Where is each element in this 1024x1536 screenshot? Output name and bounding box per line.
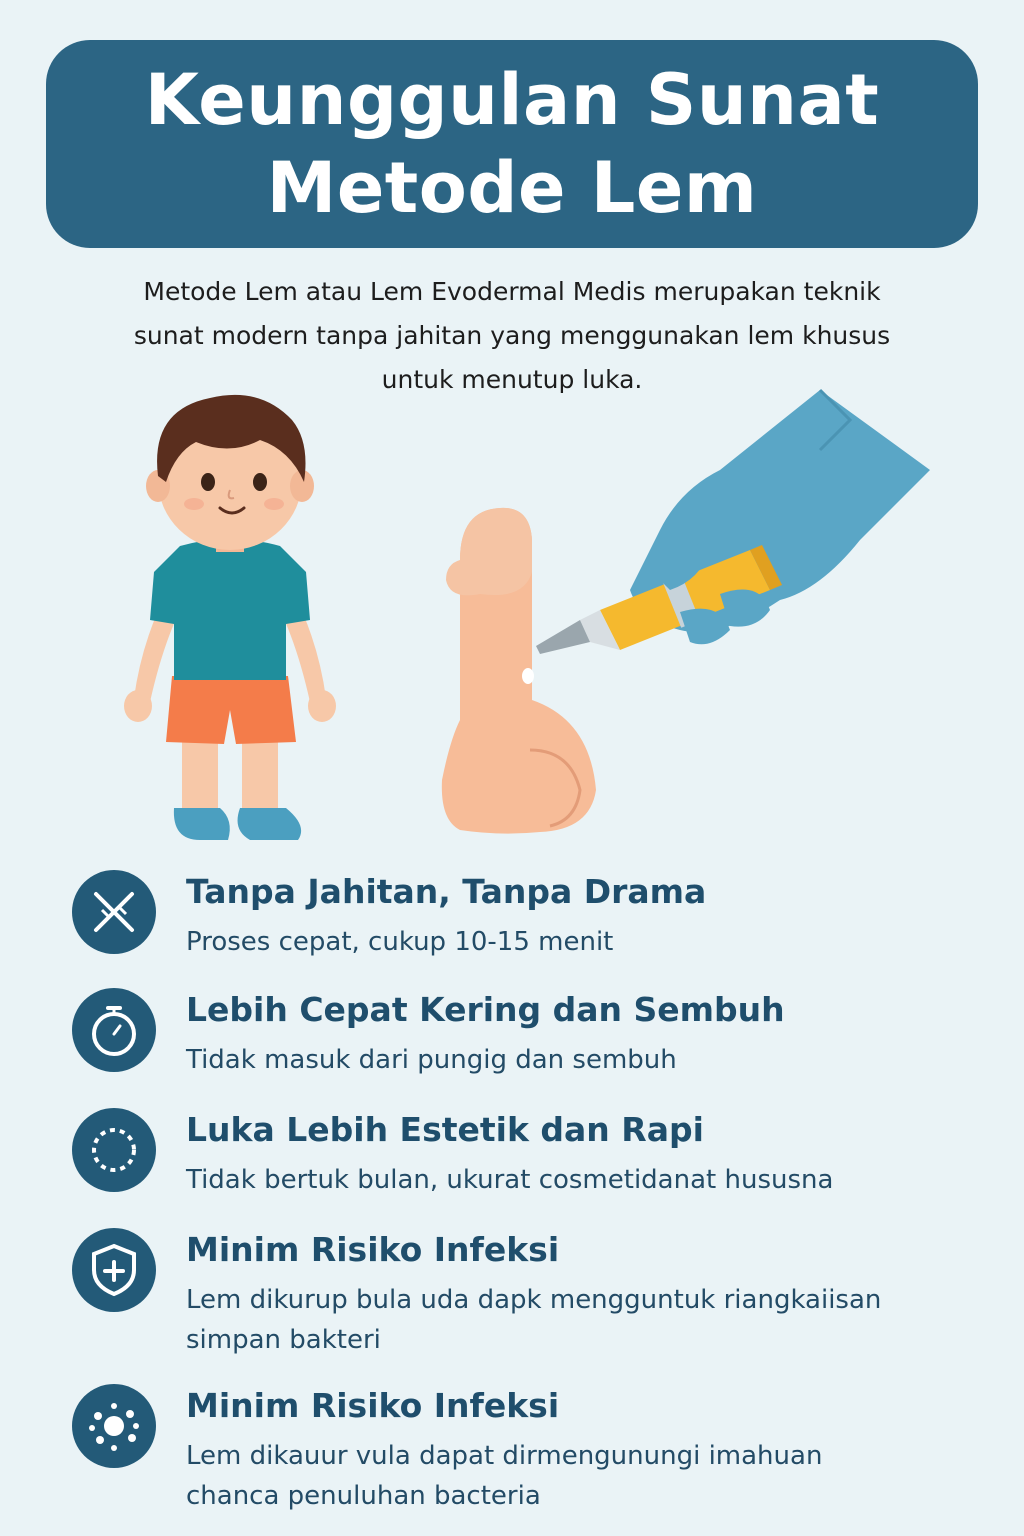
benefit-description — [186, 1040, 976, 1080]
title-banner — [46, 40, 978, 248]
illustration-area — [0, 380, 1024, 850]
benefit-description-line: Tidak bertuk bulan, ukurat cosmetidanat hususna — [186, 1165, 834, 1195]
benefit-description-line: Lem dikauur vula dapat dirmengunungi imahuan — [186, 1441, 823, 1471]
benefit-title: Minim Risiko Infeksi — [186, 1386, 560, 1425]
benefit-title: Luka Lebih Estetik dan Rapi — [186, 1110, 704, 1149]
benefit-title: Tanpa Jahitan, Tanpa Drama — [186, 872, 707, 911]
glove-glue-illustration — [520, 380, 940, 680]
benefit-description-line: Tidak masuk dari pungig dan sembuh — [186, 1045, 677, 1075]
benefit-description — [186, 922, 976, 962]
benefit-description — [186, 1280, 976, 1360]
intro-line-3: untuk menutup luka. — [381, 365, 643, 394]
boy-illustration — [110, 380, 350, 850]
benefit-description-line: Proses cepat, cukup 10-15 menit — [186, 927, 614, 957]
intro-line-1: Metode Lem atau Lem Evodermal Medis merupakan teknik — [143, 277, 881, 306]
stopwatch-icon — [72, 988, 156, 1072]
intro-line-2: sunat modern tanpa jahitan yang menggunakan lem khusus — [133, 321, 891, 350]
benefit-description-line: simpan bakteri — [186, 1325, 381, 1355]
no-stitches-icon — [72, 870, 156, 954]
bacteria-icon — [72, 1384, 156, 1468]
page-title-line-2: Metode Lem — [266, 147, 758, 229]
benefit-description — [186, 1436, 976, 1516]
benefit-title: Lebih Cepat Kering dan Sembuh — [186, 990, 785, 1029]
page-title-line-1: Keunggulan Sunat — [144, 59, 880, 141]
benefit-description — [186, 1160, 976, 1200]
dotted-circle-icon — [72, 1108, 156, 1192]
shield-plus-icon — [72, 1228, 156, 1312]
benefit-description-line: Lem dikurup bula uda dapk mengguntuk riangkaiisan — [186, 1285, 882, 1315]
benefit-title: Minim Risiko Infeksi — [186, 1230, 560, 1269]
benefit-description-line: chanca penuluhan bacteria — [186, 1481, 541, 1511]
